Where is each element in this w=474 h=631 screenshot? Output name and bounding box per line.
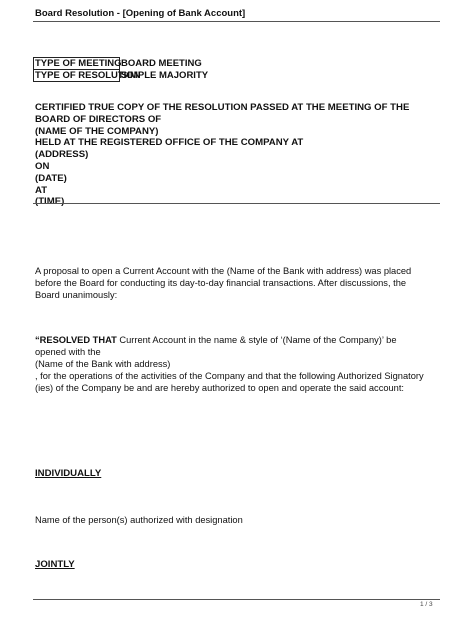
- certified-rule: [33, 203, 440, 204]
- page-number: 1 / 3: [420, 601, 433, 608]
- proposal-line: A proposal to open a Current Account with the (Name of the Bank with address) was placed: [35, 266, 412, 276]
- resolution-type-value: SIMPLE MAJORITY: [121, 70, 209, 81]
- certified-copy-block: [35, 102, 445, 208]
- jointly-heading: JOINTLY: [35, 559, 75, 570]
- resolved-first-line-rest: Current Account in the name & style of ‘(Name of the Company)’ be: [116, 335, 397, 345]
- resolved-lead: “RESOLVED THAT: [35, 335, 117, 345]
- header-rule: [33, 21, 440, 22]
- certified-line: CERTIFIED TRUE COPY OF THE RESOLUTION PASSED AT THE MEETING OF THE: [35, 102, 410, 113]
- proposal-line: Board unanimously:: [35, 290, 118, 300]
- resolved-paragraph: [35, 334, 445, 394]
- certified-line: (DATE): [35, 172, 67, 184]
- meeting-info-table: [33, 57, 209, 82]
- footer-rule: [33, 599, 440, 600]
- proposal-paragraph: [35, 265, 445, 301]
- resolution-type-row: [34, 70, 210, 82]
- resolved-first-line: [35, 334, 445, 346]
- resolved-line: (ies) of the Company be and are hereby authorized to open and operate the said account:: [35, 383, 405, 393]
- meeting-type-row: [34, 58, 210, 70]
- certified-line: (TIME): [35, 196, 65, 208]
- certified-line: BOARD OF DIRECTORS OF: [35, 113, 162, 125]
- individually-text: Name of the person(s) authorized with designation: [35, 515, 243, 525]
- resolved-line: (Name of the Bank with address): [35, 359, 171, 369]
- resolution-type-label: TYPE OF RESOLUTION: [35, 70, 141, 81]
- certified-line: HELD AT THE REGISTERED OFFICE OF THE COMPANY AT: [35, 137, 304, 149]
- document-header-title: Board Resolution - [Opening of Bank Account]: [35, 8, 246, 19]
- certified-line: (NAME OF THE COMPANY): [35, 125, 159, 137]
- resolved-line: , for the operations of the activities of the Company and that the following Authorized Signatory: [35, 371, 424, 381]
- proposal-line: before the Board for conducting its day-to-day financial transactions. After discussions, the: [35, 278, 407, 288]
- resolved-line: opened with the: [35, 347, 101, 357]
- certified-line: ON: [35, 160, 50, 172]
- individually-heading: INDIVIDUALLY: [35, 468, 102, 479]
- certified-line: (ADDRESS): [35, 149, 89, 161]
- meeting-type-label: TYPE OF MEETING: [35, 58, 122, 69]
- certified-line: AT: [35, 184, 48, 196]
- meeting-type-value: BOARD MEETING: [120, 58, 210, 70]
